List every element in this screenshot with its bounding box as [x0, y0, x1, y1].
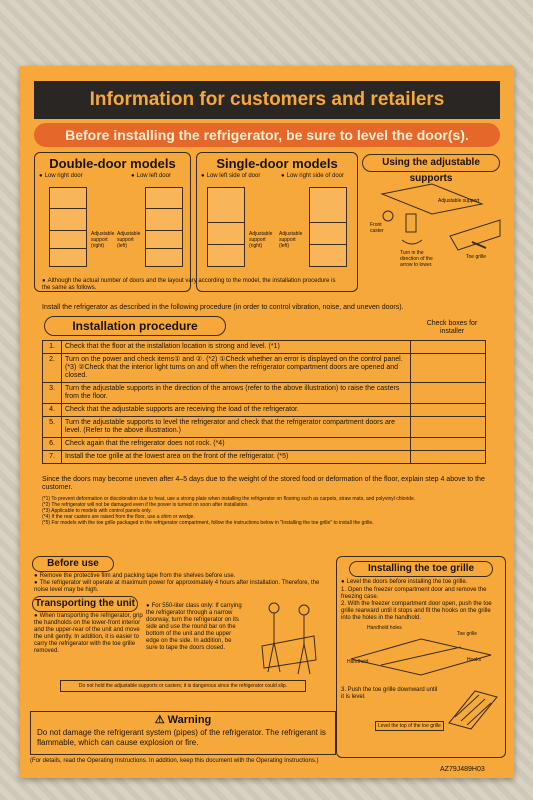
single-support-left-label: Adjustable support (left): [279, 231, 303, 249]
support-right-label: Adjustable support (right): [91, 231, 115, 249]
warning-text: Do not damage the refrigerant system (pipes) of the refrigerator. The refrigerant is flammable, which can cause explosion or fire.: [37, 728, 326, 747]
single-door-title: Single-door models: [216, 156, 338, 171]
procedure-step: 7. Install the toe grille at the lowest area on the front of the refrigerator. (*5): [43, 451, 486, 464]
procedure-step: 3. Turn the adjustable supports in the direction of the arrows (refer to the above illustration) to raise the casters from the floor.: [43, 383, 486, 404]
toe-grille-part-label: Toe grille: [457, 631, 478, 637]
hooks-label: Hooks: [467, 657, 482, 663]
transport-text: ● When transporting the refrigerator, grip the handholds on the lower-front interior and the upper-rear of the unit and move the unit gently. In addition, it is easier to carry the refrigerator with the toe grille removed.: [34, 613, 144, 655]
toe-grille-title: Installing the toe grille: [349, 561, 493, 577]
low-left-side-label: ● Low left side of door: [201, 173, 260, 180]
fridge-illustration-left: [49, 187, 87, 267]
toe-grille-step-2: 2. With the freezer compartment door open, push the toe grille rearward until it stops and fit the hooks on the grille into the holes in the handhold.: [341, 601, 492, 621]
procedure-table: [42, 340, 486, 464]
procedure-step: 4. Check that the adjustable supports are receiving the load of the refrigerator.: [43, 404, 486, 417]
single-door-panel: [196, 152, 358, 292]
double-door-panel: [34, 152, 191, 292]
toe-grille-step-1: 1. Open the freezer compartment door and remove the freezing case.: [341, 587, 487, 600]
procedure-step: 5. Turn the adjustable supports to level the refrigerator and check that the refrigerator compartment doors are level. (Refer to the above illustration.): [43, 417, 486, 438]
front-caster-label: Front caster: [370, 222, 384, 234]
check-boxes-header: Check boxes for installer: [426, 320, 478, 335]
low-left-door-label: ● Low left door: [131, 173, 171, 180]
carrying-illustration: [244, 596, 330, 678]
before-use-title: Before use: [32, 556, 114, 572]
fridge-illustration-right: [145, 187, 183, 267]
footnote-2: (*2) The refrigerator will not be damaged even if the power is turned on soon after installation.: [42, 502, 249, 508]
supports-panel: [362, 152, 502, 290]
toe-grille-intro: ● Level the doors before installing the toe grille.: [341, 579, 501, 586]
before-use-item: ● Remove the protective film and packing tape from the shelves before use.: [34, 573, 334, 580]
procedure-step: 1. Check that the floor at the installation location is strong and level. (*1): [43, 341, 486, 354]
level-doors-banner: Before installing the refrigerator, be sure to level the door(s).: [34, 123, 500, 147]
handhold-label: Handhold: [347, 659, 369, 665]
turn-note: Turn in the direction of the arrow to lower.: [400, 250, 433, 268]
procedure-step: 2. Turn on the power and check items① and ②. (*2) ①Check whether an error is displayed on the control panel. (*3) ②Check that the interior light turns on and off when the refrigerator compartment doors are opened and closed.: [43, 354, 486, 383]
model-note: ● Although the actual number of doors and the layout vary according to the model, the installation procedure is the same as follows.: [42, 278, 342, 292]
warning-title: ⚠ Warning: [154, 714, 212, 726]
fridge-illustration-single-left: [207, 187, 245, 267]
single-support-right-label: Adjustable support (right): [249, 231, 273, 249]
double-door-title: Double-door models: [49, 156, 176, 171]
footnote-4: (*4) If the rear casters are raised from the floor, use a shim or wedge.: [42, 514, 195, 520]
footnotes: [42, 496, 497, 526]
check-box[interactable]: [411, 451, 486, 464]
low-right-door-label: ● Low right door: [39, 173, 83, 180]
transport-title: Transporting the unit: [32, 596, 138, 612]
check-box[interactable]: [411, 438, 486, 451]
footnote-3: (*3) Applicable to models with control panels only.: [42, 508, 152, 514]
check-box[interactable]: [411, 404, 486, 417]
since-note: Since the doors may become uneven after 4–5 days due to the weight of the stored food or deformation of the floor, explain step 4 above to the customer.: [42, 476, 485, 491]
level-top-label: Level the top of the toe grille: [375, 721, 444, 731]
check-box[interactable]: [411, 341, 486, 354]
footnote-5: (*5) For models with the toe grille packaged in the refrigerator compartment, follow the instructions below in "Installing the toe grille" to install the grille.: [42, 520, 374, 526]
low-right-side-label: ● Low right side of door: [281, 173, 344, 180]
before-use-item: ● The refrigerator will operate at maximum power for approximately 4 hours after installation. Therefore, the noise level may be high.: [34, 580, 334, 594]
check-box[interactable]: [411, 354, 486, 383]
install-intro: Install the refrigerator as described in the following procedure (in order to control vibration, noise, and uneven doors).: [42, 304, 404, 311]
toe-grille-panel: [336, 556, 506, 758]
procedure-title: Installation procedure: [44, 316, 226, 336]
warning-box: [30, 711, 336, 755]
handhold-holes-label: Handhold holes: [367, 625, 402, 631]
toe-grille-level-illustration: [445, 683, 501, 733]
transport-550-text: ● For 550-liter class only: If carrying the refrigerator through a narrow doorway, turn the refrigerator on its side and use the round bar on the bottom of the unit and the upper edge on the side. In addition, be sure to tape the doors closed.: [146, 603, 242, 652]
footnote-1: (*1) To prevent deformation or discoloration due to heat, use a strong plate when installing the refrigerator on flooring such as carpets, straw mats, and polyvinyl chloride.: [42, 496, 416, 502]
procedure-step: 6. Check again that the refrigerator does not rock. (*4): [43, 438, 486, 451]
fridge-illustration-single-right: [309, 187, 347, 267]
instruction-sheet: [20, 66, 514, 778]
check-box[interactable]: [411, 383, 486, 404]
support-left-label: Adjustable support (left): [117, 231, 141, 249]
toe-grille-step-3: 3. Push the toe grille downward until it is level.: [341, 687, 438, 700]
page-title: Information for customers and retailers: [34, 81, 500, 119]
document-code: AZ79J489H03: [440, 766, 485, 773]
details-note: (For details, read the Operating Instructions. In addition, keep this document with the Operating Instructions.): [30, 758, 319, 764]
check-box[interactable]: [411, 417, 486, 438]
toe-grille-label: Toe grille: [466, 254, 487, 260]
transport-caution: Do not hold the adjustable supports or casters; it is dangerous since the refrigerator could slip.: [60, 680, 306, 692]
warning-triangle-icon: ⚠: [154, 714, 165, 726]
adjustable-support-label: Adjustable support: [438, 198, 480, 204]
supports-title: Using the adjustable supports: [362, 154, 500, 172]
